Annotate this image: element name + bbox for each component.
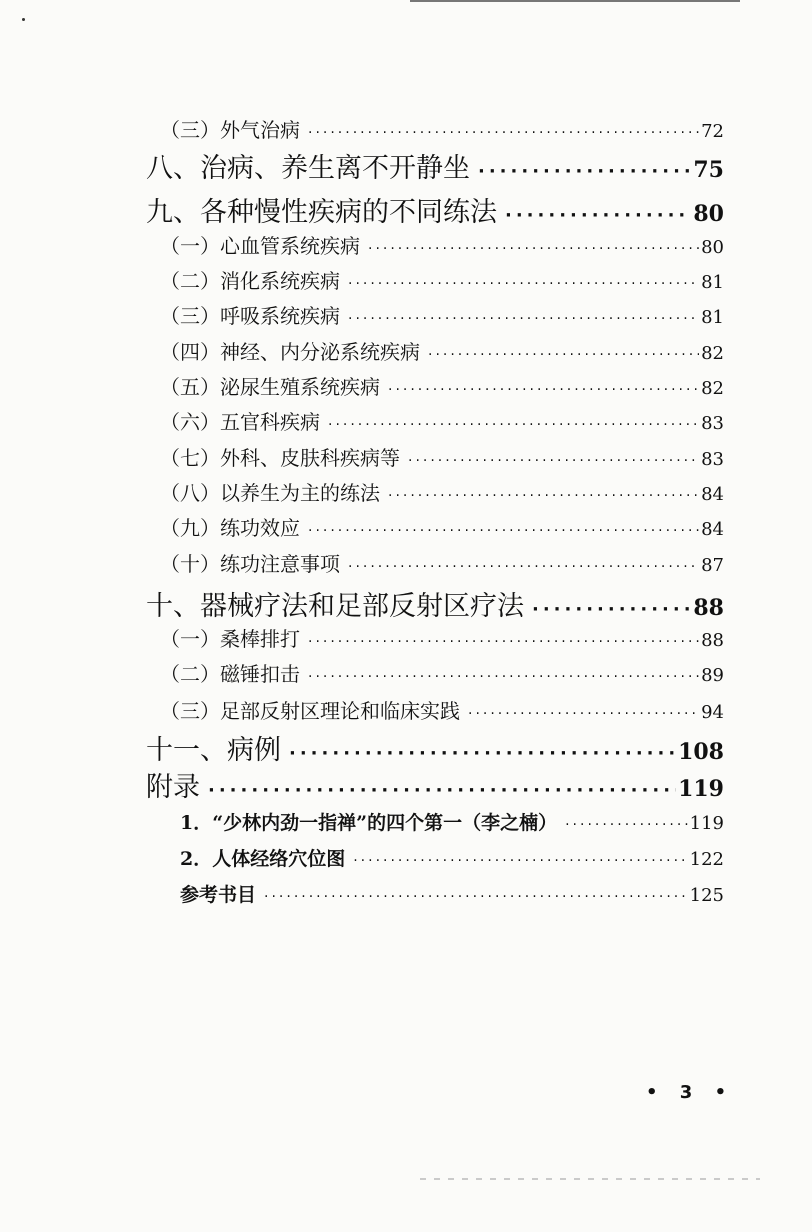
toc-entry-title: （六）五官科疾病 — [160, 410, 320, 434]
toc-entry[interactable] — [160, 336, 724, 366]
toc-entry[interactable] — [160, 512, 724, 542]
dot-leader — [468, 706, 699, 722]
toc-entry-title: 参考书目 — [180, 884, 257, 906]
toc-entry[interactable] — [146, 765, 724, 803]
dot-leader — [348, 311, 699, 327]
dot-leader — [368, 241, 699, 257]
scan-bottom-noise — [420, 1178, 760, 1180]
toc-entry-title: （一）桑棒排打 — [160, 627, 300, 651]
toc-entry[interactable] — [146, 584, 724, 622]
toc-entry-page: 108 — [678, 739, 724, 765]
toc-entry[interactable] — [160, 114, 724, 144]
toc-entry[interactable] — [160, 477, 724, 507]
toc-entry-title: （十）练功注意事项 — [160, 552, 340, 576]
toc-entry-page: 82 — [701, 378, 724, 399]
toc-entry-title: 十一、病例 — [146, 735, 281, 766]
toc-entry[interactable] — [146, 190, 724, 228]
page-number: • 3 • — [646, 1082, 735, 1103]
dot-leader — [532, 599, 691, 620]
toc-entry-title: （二）磁锤扣击 — [160, 662, 300, 686]
toc-entry-page: 94 — [701, 702, 724, 723]
toc-entry-page: 83 — [701, 449, 724, 470]
toc-entry[interactable] — [160, 442, 724, 472]
toc-entry-page: 88 — [701, 630, 724, 651]
toc-entry[interactable] — [160, 623, 724, 653]
toc-entry-title: 十、器械疗法和足部反射区疗法 — [146, 591, 524, 622]
toc-entry-title: （四）神经、内分泌系统疾病 — [160, 340, 420, 364]
toc-entry-title: （三）呼吸系统疾病 — [160, 304, 340, 328]
dot-leader — [348, 559, 699, 575]
toc-entry[interactable] — [146, 146, 724, 184]
dot-leader — [408, 453, 699, 469]
toc-entry[interactable] — [160, 548, 724, 578]
toc-entry-title: 九、各种慢性疾病的不同练法 — [146, 197, 497, 228]
toc-entry-title: 1．“少林内劲一指禅”的四个第一（李之楠） — [180, 812, 558, 834]
toc-entry-page: 125 — [689, 885, 724, 906]
toc-entry-title: 2．人体经络穴位图 — [180, 848, 346, 870]
dot-leader — [428, 347, 699, 363]
toc-entry-title: （八）以养生为主的练法 — [160, 481, 380, 505]
dot-leader — [308, 669, 699, 685]
toc-entry-page: 80 — [701, 237, 724, 258]
toc-entry-page: 119 — [678, 776, 724, 802]
dot-leader — [289, 743, 676, 764]
toc-entry[interactable] — [160, 695, 724, 725]
toc-entry-title: （二）消化系统疾病 — [160, 269, 340, 293]
toc-entry-page: 87 — [701, 555, 724, 576]
toc-entry-title: 八、治病、养生离不开静坐 — [146, 153, 470, 184]
toc-entry[interactable] — [160, 406, 724, 436]
toc-entry-page: 84 — [701, 484, 724, 505]
toc-entry[interactable] — [160, 300, 724, 330]
toc-entry-page: 83 — [701, 413, 724, 434]
dot-leader — [565, 817, 688, 833]
dot-leader — [348, 276, 699, 292]
toc-entry-page: 75 — [693, 157, 724, 183]
toc-entry-page: 89 — [701, 665, 724, 686]
toc-entry[interactable] — [180, 880, 724, 910]
toc-entry[interactable] — [146, 728, 724, 766]
dot-leader — [388, 382, 699, 398]
toc-entry-page: 82 — [701, 343, 724, 364]
toc-entry[interactable] — [160, 265, 724, 295]
toc-entry-title: （三）足部反射区理论和临床实践 — [160, 699, 460, 723]
toc-entry-title: （一）心血管系统疾病 — [160, 234, 360, 258]
dot-leader — [308, 125, 699, 141]
toc-entry-title: （九）练功效应 — [160, 516, 300, 540]
toc-entry[interactable] — [180, 844, 724, 874]
toc-entry[interactable] — [160, 230, 724, 260]
toc-entry-page: 88 — [693, 595, 724, 621]
dot-leader — [388, 488, 699, 504]
toc-entry-page: 81 — [701, 272, 724, 293]
toc-entry-title: （五）泌尿生殖系统疾病 — [160, 375, 380, 399]
dot-leader — [308, 523, 699, 539]
dot-leader — [353, 853, 687, 869]
toc-entry-page: 119 — [689, 813, 724, 834]
dot-leader — [478, 161, 691, 182]
toc-entry-page: 80 — [693, 201, 724, 227]
dot-leader — [308, 634, 699, 650]
toc-entry[interactable] — [160, 371, 724, 401]
toc-entry[interactable] — [180, 808, 724, 838]
toc-entry-page: 84 — [701, 519, 724, 540]
toc-entry[interactable] — [160, 658, 724, 688]
toc-entry-page: 81 — [701, 307, 724, 328]
dot-leader — [208, 780, 676, 801]
toc-entry-title: 附录 — [146, 772, 200, 803]
toc-entry-page: 72 — [701, 121, 724, 142]
toc-entry-title: （七）外科、皮肤科疾病等 — [160, 446, 400, 470]
dot-leader — [264, 889, 688, 905]
toc-entry-page: 122 — [689, 849, 724, 870]
toc-entry-title: （三）外气治病 — [160, 118, 300, 142]
dot-leader — [328, 417, 699, 433]
dot-leader — [505, 205, 691, 226]
